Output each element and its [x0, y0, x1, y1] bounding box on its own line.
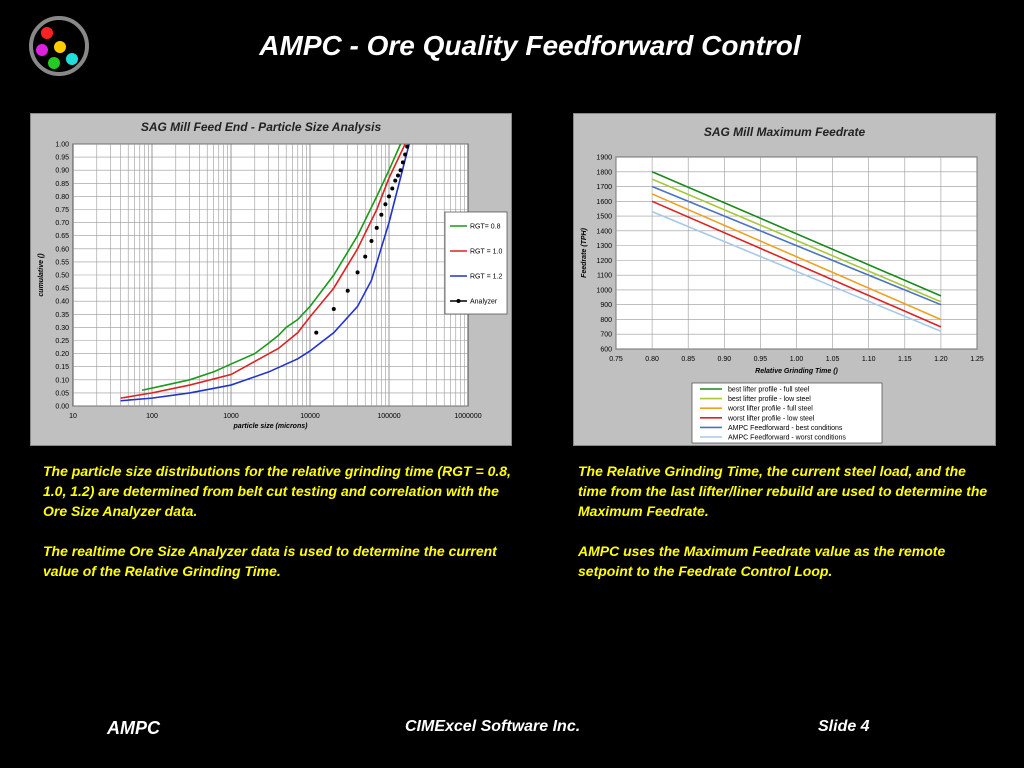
y-tick-label: 1300 — [596, 243, 612, 251]
y-tick-label: 0.80 — [55, 193, 69, 201]
analyzer-point — [399, 168, 403, 172]
y-tick-label: 0.15 — [55, 364, 69, 372]
left-caption — [43, 461, 513, 601]
y-tick-label: 0.60 — [55, 246, 69, 254]
y-tick-label: 1100 — [596, 272, 612, 280]
analyzer-point — [314, 331, 318, 335]
analyzer-point — [356, 270, 360, 274]
analyzer-point — [390, 187, 394, 191]
analyzer-point — [401, 160, 405, 164]
legend-label: worst lifter profile - full steel — [728, 405, 813, 413]
y-tick-label: 0.50 — [55, 272, 69, 280]
x-tick-label: 10 — [69, 413, 77, 420]
footer-company: CIMExcel Software Inc. — [405, 718, 581, 735]
x-tick-label: 0.75 — [609, 356, 623, 363]
y-tick-label: 600 — [600, 346, 612, 354]
analyzer-point — [403, 152, 407, 156]
particle-size-chart-panel — [30, 113, 512, 446]
y-tick-label: 1000 — [596, 287, 612, 295]
x-tick-label: 1.05 — [825, 356, 840, 363]
x-tick-label: 10000 — [300, 413, 320, 420]
x-tick-label: 1000 — [223, 413, 239, 420]
legend-label: Analyzer — [470, 298, 498, 306]
y-tick-label: 0.10 — [55, 377, 69, 385]
y-tick-label: 0.20 — [55, 351, 69, 359]
colored-dots-logo — [28, 15, 90, 77]
x-tick-label: 0.85 — [681, 356, 696, 363]
legend-label: AMPC Feedforward - worst conditions — [728, 434, 846, 442]
caption-paragraph: The realtime Ore Size Analyzer data is used to determine the current value of the Relative Grinding Time. — [43, 543, 497, 579]
x-tick-label: 1.25 — [970, 356, 984, 363]
y-tick-label: 0.45 — [55, 285, 69, 293]
legend-label: RGT= 0.8 — [470, 223, 501, 231]
analyzer-point — [393, 179, 397, 183]
y-tick-label: 0.65 — [55, 233, 69, 241]
legend-label: RGT = 1.0 — [470, 248, 503, 256]
x-tick-label: 1.10 — [861, 356, 876, 363]
analyzer-point — [387, 194, 391, 198]
max-feedrate-chart — [574, 114, 995, 445]
analyzer-point — [405, 145, 409, 149]
x-tick-label: 0.80 — [645, 356, 659, 363]
legend-label: worst lifter profile - low steel — [728, 415, 815, 423]
legend-marker — [457, 299, 461, 303]
x-tick-label: 0.90 — [717, 356, 732, 363]
legend-label: best lifter profile - full steel — [728, 386, 810, 394]
particle-size-chart — [31, 114, 511, 445]
y-tick-label: 0.05 — [55, 390, 69, 398]
slide-title: AMPC - Ore Quality Feedforward Control — [259, 30, 801, 61]
y-tick-label: 0.85 — [55, 180, 69, 188]
footer-slide-number: Slide 4 — [818, 718, 870, 735]
x-tick-label: 1.00 — [789, 356, 804, 363]
y-tick-label: 0.00 — [55, 403, 69, 411]
x-axis-label: Relative Grinding Time () — [755, 368, 838, 375]
legend-label: RGT = 1.2 — [470, 273, 503, 281]
y-tick-label: 0.30 — [55, 324, 69, 332]
y-tick-label: 1500 — [596, 213, 612, 221]
y-tick-label: 700 — [600, 331, 612, 339]
x-tick-label: 1.15 — [897, 356, 912, 363]
y-tick-label: 1800 — [596, 169, 612, 177]
analyzer-point — [383, 202, 387, 206]
y-tick-label: 1400 — [596, 228, 612, 236]
y-tick-label: 1700 — [596, 184, 612, 192]
analyzer-point — [363, 255, 367, 259]
analyzer-point — [396, 173, 400, 177]
analyzer-point — [369, 239, 373, 243]
y-axis-label: Feedrate (TPH) — [581, 228, 588, 278]
y-tick-label: 800 — [600, 316, 612, 324]
y-tick-label: 1600 — [596, 198, 612, 206]
x-tick-label: 100000 — [377, 413, 401, 420]
analyzer-point — [332, 307, 336, 311]
y-tick-label: 900 — [600, 302, 612, 310]
y-tick-label: 0.35 — [55, 311, 69, 319]
legend-label: best lifter profile - low steel — [728, 396, 811, 404]
x-tick-label: 1.20 — [934, 356, 948, 363]
y-tick-label: 1900 — [596, 154, 612, 162]
y-tick-label: 0.40 — [55, 298, 69, 306]
right-caption — [578, 461, 998, 601]
chart-title: SAG Mill Feed End - Particle Size Analysis — [140, 120, 382, 134]
caption-paragraph: The Relative Grinding Time, the current steel load, and the time from the last lifter/liner rebuild are used to determine the Maximum Feedrate. — [578, 463, 988, 519]
x-tick-label: 100 — [146, 413, 158, 420]
y-tick-label: 0.70 — [55, 220, 69, 228]
analyzer-point — [346, 289, 350, 293]
max-feedrate-chart-panel — [573, 113, 996, 446]
y-tick-label: 0.25 — [55, 338, 69, 345]
chart-title: SAG Mill Maximum Feedrate — [703, 125, 866, 139]
y-tick-label: 0.55 — [55, 259, 69, 267]
y-tick-label: 1.00 — [55, 141, 69, 149]
x-tick-label: 1000000 — [454, 413, 482, 420]
y-tick-label: 0.75 — [55, 207, 69, 214]
y-tick-label: 0.95 — [55, 154, 69, 162]
caption-paragraph: The particle size distributions for the relative grinding time (RGT = 0.8, 1.0, 1.2) are determined from belt cut testing and correlation with the Ore Size Analyzer data. — [43, 463, 511, 519]
y-axis-label: cumulative () — [38, 253, 45, 297]
y-tick-label: 0.90 — [55, 167, 69, 175]
legend-label: AMPC Feedforward - best conditions — [728, 424, 843, 432]
analyzer-point — [375, 226, 379, 230]
y-tick-label: 1200 — [596, 257, 612, 265]
footer-left: AMPC — [107, 718, 160, 738]
x-axis-label: particle size (microns) — [233, 423, 308, 430]
caption-paragraph: AMPC uses the Maximum Feedrate value as the remote setpoint to the Feedrate Control Loop. — [578, 543, 946, 579]
x-tick-label: 0.95 — [753, 356, 768, 363]
analyzer-point — [379, 213, 383, 217]
